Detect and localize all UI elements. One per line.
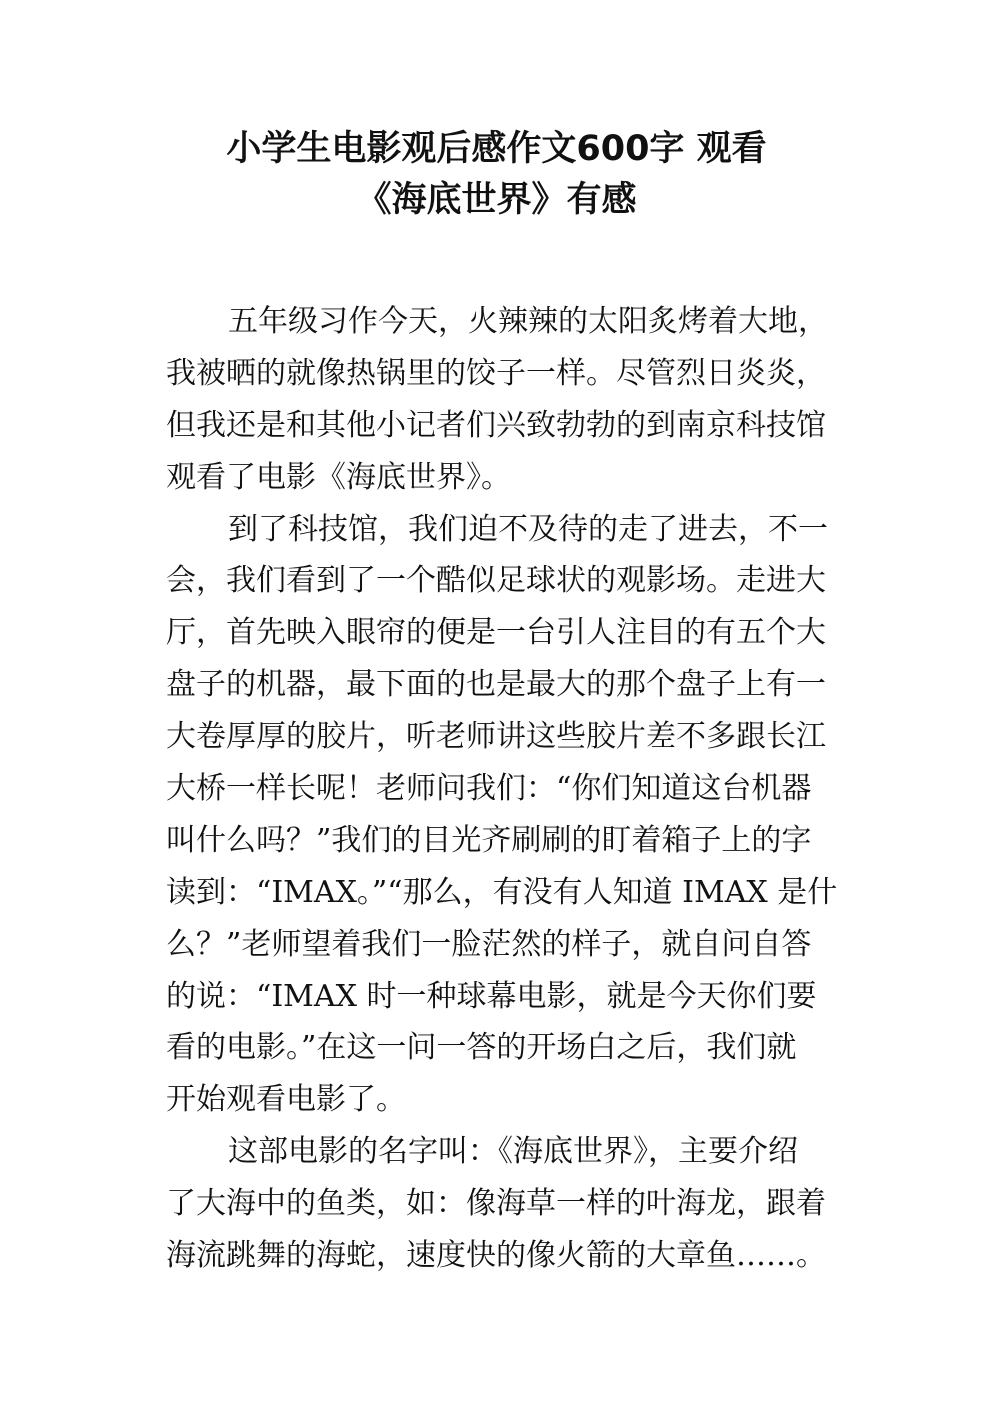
paragraph-line: 但我还是和其他小记者们兴致勃勃的到南京科技馆	[166, 407, 826, 443]
paragraph-line: 到了科技馆，我们迫不及待的走了进去，不一	[228, 511, 828, 547]
paragraph	[166, 1126, 846, 1282]
document-body	[166, 296, 846, 1282]
paragraph-line: 五年级习作今天，火辣辣的太阳炙烤着大地，	[228, 304, 828, 339]
paragraph-line: 的说：“IMAX 时一种球幕电影，就是今天你们要	[166, 978, 817, 1014]
paragraph-line: 开始观看电影了。	[166, 1082, 406, 1118]
paragraph-line: 海流跳舞的海蛇，速度快的像火箭的大章鱼……。	[166, 1238, 826, 1274]
paragraph-line: 读到：“IMAX。”“那么，有没有人知道 IMAX 是什	[166, 874, 838, 910]
paragraph-line: 看的电影。”在这一问一答的开场白之后，我们就	[166, 1030, 797, 1066]
paragraph-line: 会，我们看到了一个酷似足球状的观影场。走进大	[166, 563, 826, 599]
paragraph-line: 厅，首先映入眼帘的便是一台引人注目的有五个大	[166, 615, 826, 651]
paragraph-line: 盘子的机器，最下面的也是最大的那个盘子上有一	[166, 667, 826, 703]
paragraph-line: 么？”老师望着我们一脸茫然的样子，就自问自答	[166, 926, 812, 962]
paragraph	[166, 504, 846, 1127]
document-title-line-1: 小学生电影观后感作文600字 观看	[226, 129, 767, 169]
paragraph-line: 大桥一样长呢！老师问我们：“你们知道这台机器	[166, 771, 812, 807]
paragraph-line: 大卷厚厚的胶片，听老师讲这些胶片差不多跟长江	[166, 719, 826, 755]
paragraph-line: 这部电影的名字叫：《海底世界》，主要介绍	[228, 1134, 798, 1170]
paragraph-line: 观看了电影《海底世界》。	[166, 459, 511, 495]
document-title-line-2: 《海底世界》有感	[356, 180, 637, 220]
paragraph-line: 我被晒的就像热锅里的饺子一样。尽管烈日炎炎，	[166, 355, 826, 391]
paragraph-line: 叫什么吗？”我们的目光齐刷刷的盯着箱子上的字	[166, 822, 812, 858]
paragraph	[166, 296, 846, 504]
paragraph-line: 了大海中的鱼类，如：像海草一样的叶海龙，跟着	[166, 1186, 826, 1222]
